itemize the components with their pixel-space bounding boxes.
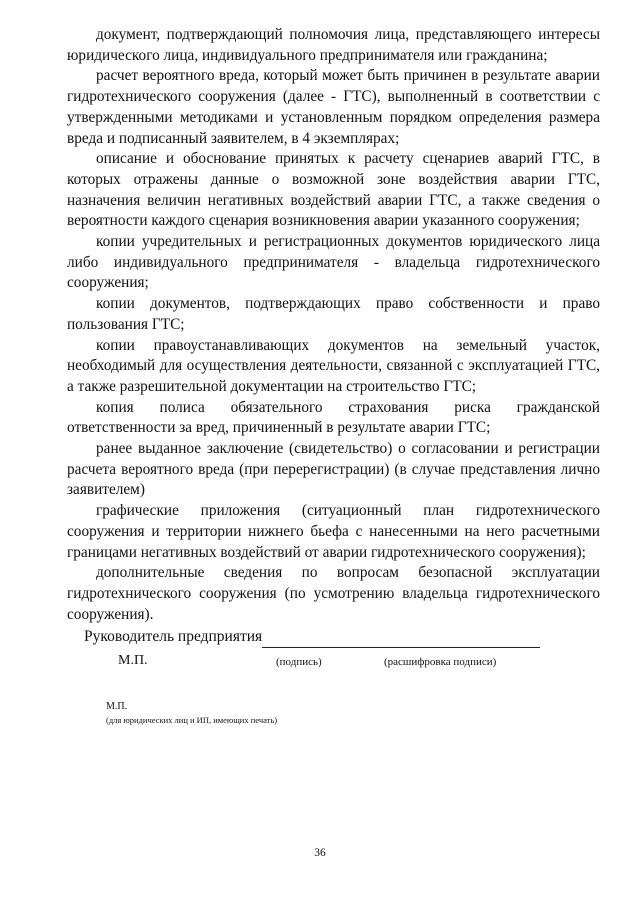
stamp-label: М.П. <box>118 653 148 668</box>
signature-line <box>262 647 540 648</box>
paragraph-founding-documents: копии учредительных и регистрационных документов юридического лица либо индивидуального предпринимателя - владельца гидротехнического сооружения; <box>67 233 600 292</box>
paragraph-previous-conclusion: ранее выданное заключение (свидетельство) о согласовании и регистрации расчета вероятного вреда (при перерегистрации) (в случае представления лично заявителем) <box>67 440 600 499</box>
paragraph-additional-info: дополнительные сведения по вопросам безопасной эксплуатации гидротехнического сооружения (по усмотрению владельца гидротехнического сооружения). <box>67 564 600 623</box>
document-body <box>67 25 600 625</box>
paragraph-accident-scenarios: описание и обоснование принятых к расчету сценариев аварий ГТС, в которых отражены данные о возможной зоне воздействия аварии ГТС, назначения величин негативных воздействий аварии ГТС, а также сведения о вероятности каждого сценария возникновения аварии указанного сооружения; <box>67 150 600 230</box>
paragraph-land-documents: копии правоустанавливающих документов на земельный участок, необходимый для осуществления деятельности, связанной с эксплуатацией ГТС, а также разрешительной документации на строительство ГТС; <box>67 336 600 395</box>
paragraph-insurance-policy: копия полиса обязательного страхования риска гражданской ответственности за вред, причиненный в результате аварии ГТС; <box>67 398 600 437</box>
stamp-note-label: М.П. <box>106 701 128 712</box>
page-number: 36 <box>314 847 326 859</box>
stamp-note-caption: (для юридических лиц и ИП, имеющих печать) <box>106 715 278 725</box>
stamp-note <box>106 701 277 725</box>
paragraph-authority-document: документ, подтверждающий полномочия лица, представляющего интересы юридического лица, индивидуального предпринимателя или гражданина; <box>67 26 600 64</box>
paragraph-damage-calculation: расчет вероятного вреда, который может быть причинен в результате аварии гидротехнического сооружения (далее - ГТС), выполненный в соответствии с утвержденными методиками и установленным порядком определения размера вреда и подписанный заявителем, в 4 экземплярах; <box>67 67 600 147</box>
paragraph-ownership-documents: копии документов, подтверждающих право собственности и право пользования ГТС; <box>67 295 600 333</box>
paragraph-graphic-appendices: графические приложения (ситуационный план гидротехнического сооружения и территории нижнего бьефа с нанесенными на него расчетными границами негативных воздействий от аварии гидротехнического сооружения); <box>67 502 600 561</box>
signature-caption: (подпись) <box>276 656 322 668</box>
signatory-title: Руководитель предприятия <box>84 628 263 645</box>
signature-block <box>84 628 584 678</box>
signature-decoding-caption: (расшифровка подписи) <box>384 656 497 668</box>
